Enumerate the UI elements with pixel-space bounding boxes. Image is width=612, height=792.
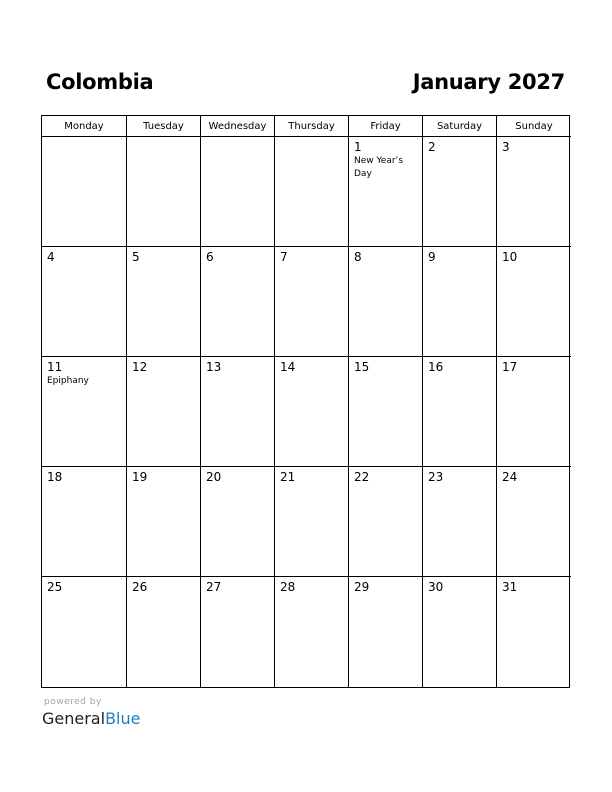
day-cell [423, 137, 497, 247]
day-cell [349, 577, 423, 687]
day-number: 18 [47, 470, 63, 484]
day-number: 10 [502, 250, 518, 264]
day-cell [497, 577, 571, 687]
day-number: 14 [280, 360, 296, 374]
day-number: 28 [280, 580, 296, 594]
brand-logo-part1: General [42, 709, 106, 728]
weekday-header: Thursday [275, 116, 349, 137]
day-cell [275, 247, 349, 357]
page-title-month: January 2027 [412, 70, 565, 94]
day-cell [42, 357, 127, 467]
day-cell [349, 467, 423, 577]
day-cell [423, 467, 497, 577]
brand-logo-part2: Blue [105, 709, 141, 728]
day-number: 17 [502, 360, 518, 374]
weekday-header: Friday [349, 116, 423, 137]
day-number: 8 [354, 250, 362, 264]
day-cell [42, 577, 127, 687]
powered-by-label: powered by [44, 697, 102, 707]
day-cell [423, 357, 497, 467]
day-number: 12 [132, 360, 148, 374]
day-cell [201, 247, 275, 357]
day-number: 20 [206, 470, 222, 484]
day-number: 29 [354, 580, 370, 594]
day-number: 2 [428, 140, 436, 154]
day-cell [201, 467, 275, 577]
day-number: 21 [280, 470, 296, 484]
page-title-country: Colombia [46, 70, 154, 94]
day-cell [423, 247, 497, 357]
day-cell [349, 247, 423, 357]
day-number: 11 [47, 360, 63, 374]
weekday-header: Monday [42, 116, 127, 137]
day-number: 24 [502, 470, 518, 484]
day-cell [497, 357, 571, 467]
day-cell [127, 247, 201, 357]
calendar-grid [41, 115, 570, 688]
day-cell [127, 357, 201, 467]
day-number: 3 [502, 140, 510, 154]
day-number: 30 [428, 580, 444, 594]
day-number: 26 [132, 580, 148, 594]
weekday-header: Tuesday [127, 116, 201, 137]
day-cell [127, 467, 201, 577]
brand-logo [42, 709, 140, 728]
day-number: 16 [428, 360, 444, 374]
day-cell [275, 577, 349, 687]
day-number: 9 [428, 250, 436, 264]
day-cell [42, 137, 127, 247]
day-number: 1 [354, 140, 362, 154]
holiday-label: Epiphany [47, 376, 89, 386]
holiday-label: New Year’s Day [354, 156, 404, 179]
weekday-header: Saturday [423, 116, 497, 137]
day-cell [42, 247, 127, 357]
day-number: 23 [428, 470, 444, 484]
day-number: 6 [206, 250, 214, 264]
day-cell [349, 137, 423, 247]
day-cell [349, 357, 423, 467]
day-cell [275, 137, 349, 247]
weekday-header: Wednesday [201, 116, 275, 137]
day-cell [275, 357, 349, 467]
day-cell [127, 137, 201, 247]
weekday-header: Sunday [497, 116, 571, 137]
day-number: 25 [47, 580, 63, 594]
day-number: 13 [206, 360, 222, 374]
day-number: 7 [280, 250, 288, 264]
day-number: 22 [354, 470, 370, 484]
day-cell [201, 577, 275, 687]
day-number: 19 [132, 470, 148, 484]
day-number: 5 [132, 250, 140, 264]
day-cell [497, 467, 571, 577]
day-number: 27 [206, 580, 222, 594]
day-cell [497, 247, 571, 357]
day-cell [201, 137, 275, 247]
day-cell [201, 357, 275, 467]
day-cell [423, 577, 497, 687]
day-number: 31 [502, 580, 518, 594]
day-cell [497, 137, 571, 247]
day-number: 4 [47, 250, 55, 264]
day-cell [275, 467, 349, 577]
day-number: 15 [354, 360, 370, 374]
day-cell [127, 577, 201, 687]
day-cell [42, 467, 127, 577]
